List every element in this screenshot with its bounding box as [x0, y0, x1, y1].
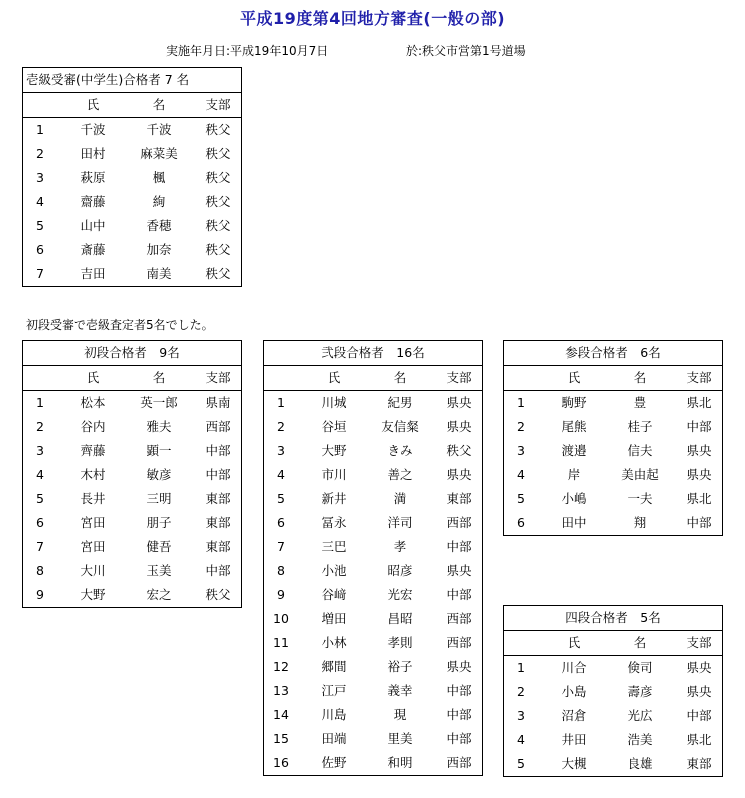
branch-name: 中部	[205, 443, 231, 458]
table-row	[264, 559, 482, 583]
branch-name: 中部	[446, 731, 472, 746]
family-name: 田中	[561, 515, 587, 530]
family-name: 川城	[321, 395, 347, 410]
column-header-given: 名	[633, 635, 647, 650]
branch-name: 中部	[446, 683, 472, 698]
given-name: 桂子	[627, 419, 653, 434]
given-name: 義幸	[387, 683, 413, 698]
family-name: 松本	[80, 395, 106, 410]
column-header-branch: 支部	[686, 635, 712, 650]
column-header-given: 名	[152, 97, 166, 112]
row-number: 6	[277, 515, 285, 530]
row-number: 15	[273, 731, 289, 746]
family-name: 千波	[80, 122, 106, 137]
table-caption: 壱級受審(中学生)合格者 7 名	[23, 68, 241, 93]
given-name: 孝則	[387, 635, 413, 650]
given-name: 孝	[393, 539, 407, 554]
table-header-row	[23, 366, 241, 391]
table-row	[504, 391, 722, 415]
table-row	[504, 728, 722, 752]
given-name: 一夫	[627, 491, 653, 506]
table-row	[504, 415, 722, 439]
branch-name: 秩父	[205, 587, 231, 602]
family-name: 吉田	[80, 266, 106, 281]
row-number: 11	[273, 635, 289, 650]
nidan-table	[263, 340, 483, 776]
page-title: 平成19度第4回地方審査(一般の部)	[239, 9, 506, 28]
family-name: 大野	[80, 587, 106, 602]
table-header-row	[23, 93, 241, 118]
column-header-branch: 支部	[446, 370, 472, 385]
family-name: 小林	[321, 635, 347, 650]
table-row	[264, 727, 482, 751]
family-name: 佐野	[321, 755, 347, 770]
given-name: 加奈	[146, 242, 172, 257]
row-number: 1	[517, 395, 525, 410]
table-caption: 弐段合格者 16名	[264, 341, 482, 366]
row-number: 1	[517, 660, 525, 675]
given-name: 光広	[627, 708, 653, 723]
table-row	[23, 511, 241, 535]
branch-name: 県央	[446, 395, 472, 410]
branch-name: 東部	[205, 515, 231, 530]
table-row	[504, 487, 722, 511]
row-number: 14	[273, 707, 289, 722]
column-header-family: 氏	[567, 370, 581, 385]
row-number: 9	[36, 587, 44, 602]
branch-name: 県央	[686, 660, 712, 675]
given-name: 玉美	[146, 563, 172, 578]
family-name: 増田	[321, 611, 347, 626]
branch-name: 県北	[686, 395, 712, 410]
family-name: 山中	[80, 218, 106, 233]
column-header-given: 名	[633, 370, 647, 385]
family-name: 小島	[561, 684, 587, 699]
branch-name: 東部	[446, 491, 472, 506]
table-row	[264, 607, 482, 631]
branch-name: 西部	[205, 419, 231, 434]
row-number: 7	[36, 539, 44, 554]
family-name: 谷垣	[321, 419, 347, 434]
given-name: 南美	[146, 266, 172, 281]
row-number: 13	[273, 683, 289, 698]
table-row	[504, 656, 722, 680]
branch-name: 中部	[446, 587, 472, 602]
row-number: 3	[36, 170, 44, 185]
given-name: 洋司	[387, 515, 413, 530]
row-number: 5	[277, 491, 285, 506]
family-name: 田端	[321, 731, 347, 746]
table-row	[264, 631, 482, 655]
row-number: 3	[36, 443, 44, 458]
row-number: 12	[273, 659, 289, 674]
table-header-row	[504, 366, 722, 391]
branch-name: 中部	[205, 467, 231, 482]
table-row	[264, 511, 482, 535]
family-name: 沼倉	[561, 708, 587, 723]
table-row	[23, 415, 241, 439]
column-header-family: 氏	[567, 635, 581, 650]
family-name: 冨永	[321, 515, 347, 530]
table-row	[504, 752, 722, 776]
given-name: 敏彦	[146, 467, 172, 482]
given-name: 和明	[387, 755, 413, 770]
branch-name: 中部	[686, 708, 712, 723]
column-header-family: 氏	[327, 370, 341, 385]
family-name: 谷﨑	[321, 587, 347, 602]
row-number: 9	[277, 587, 285, 602]
family-name: 谷内	[80, 419, 106, 434]
row-number: 3	[517, 443, 525, 458]
branch-name: 西部	[446, 635, 472, 650]
table-row	[264, 439, 482, 463]
branch-name: 秩父	[205, 242, 231, 257]
family-name: 宮田	[80, 515, 106, 530]
table-row	[23, 214, 241, 238]
table-header-row	[504, 631, 722, 656]
row-number: 4	[36, 194, 44, 209]
branch-name: 中部	[686, 419, 712, 434]
branch-name: 中部	[205, 563, 231, 578]
given-name: 朋子	[146, 515, 172, 530]
family-name: 川合	[561, 660, 587, 675]
table-row	[23, 439, 241, 463]
branch-name: 秩父	[205, 194, 231, 209]
table-row	[264, 751, 482, 775]
family-name: 駒野	[561, 395, 587, 410]
family-name: 齊藤	[80, 443, 106, 458]
branch-name: 西部	[446, 611, 472, 626]
table-row	[504, 680, 722, 704]
row-number: 2	[277, 419, 285, 434]
kyu-table	[22, 67, 242, 287]
given-name: 満	[393, 491, 407, 506]
given-name: 光宏	[387, 587, 413, 602]
given-name: 千波	[146, 122, 172, 137]
branch-name: 秩父	[205, 170, 231, 185]
family-name: 三巴	[321, 539, 347, 554]
branch-name: 県北	[686, 732, 712, 747]
table-row	[504, 463, 722, 487]
table-row	[23, 487, 241, 511]
branch-name: 県央	[686, 467, 712, 482]
family-name: 小嶋	[561, 491, 587, 506]
shodan-table	[22, 340, 242, 608]
family-name: 小池	[321, 563, 347, 578]
row-number: 2	[517, 419, 525, 434]
given-name: 美由起	[621, 467, 659, 482]
row-number: 5	[517, 756, 525, 771]
column-header-given: 名	[393, 370, 407, 385]
column-header-branch: 支部	[205, 97, 231, 112]
row-number: 10	[273, 611, 289, 626]
given-name: 翔	[633, 515, 647, 530]
yondan-table	[503, 605, 723, 777]
table-caption: 四段合格者 5名	[504, 606, 722, 631]
family-name: 郷間	[321, 659, 347, 674]
table-row	[264, 487, 482, 511]
row-number: 4	[36, 467, 44, 482]
family-name: 江戸	[321, 683, 347, 698]
family-name: 新井	[321, 491, 347, 506]
branch-name: 秩父	[205, 266, 231, 281]
given-name: 信夫	[627, 443, 653, 458]
column-header-family: 氏	[86, 97, 100, 112]
exam-date: 実施年月日:平成19年10月7日	[166, 44, 329, 58]
family-name: 尾熊	[561, 419, 587, 434]
family-name: 斎藤	[80, 242, 106, 257]
table-row	[264, 655, 482, 679]
note-text: 初段受審で壱級査定者5名でした。	[26, 318, 214, 332]
branch-name: 中部	[446, 539, 472, 554]
branch-name: 中部	[686, 515, 712, 530]
given-name: 裕子	[387, 659, 413, 674]
table-row	[264, 679, 482, 703]
table-row	[264, 463, 482, 487]
row-number: 2	[517, 684, 525, 699]
family-name: 川島	[321, 707, 347, 722]
row-number: 2	[36, 419, 44, 434]
branch-name: 県央	[446, 563, 472, 578]
given-name: 楓	[152, 170, 166, 185]
table-row	[264, 535, 482, 559]
family-name: 渡邉	[561, 443, 587, 458]
row-number: 6	[36, 515, 44, 530]
table-row	[23, 535, 241, 559]
table-row	[264, 415, 482, 439]
branch-name: 県央	[446, 467, 472, 482]
given-name: 現	[393, 707, 407, 722]
table-row	[23, 142, 241, 166]
family-name: 萩原	[80, 170, 106, 185]
given-name: 昭彦	[387, 563, 413, 578]
given-name: 絢	[152, 194, 166, 209]
given-name: 健吾	[146, 539, 172, 554]
row-number: 7	[277, 539, 285, 554]
given-name: 麻菜美	[140, 146, 178, 161]
given-name: 豊	[633, 395, 647, 410]
branch-name: 西部	[446, 515, 472, 530]
family-name: 大川	[80, 563, 106, 578]
table-row	[23, 262, 241, 286]
table-row	[23, 391, 241, 415]
exam-venue: 於:秩父市営第1号道場	[406, 44, 526, 58]
sandan-table	[503, 340, 723, 536]
table-row	[264, 583, 482, 607]
branch-name: 東部	[686, 756, 712, 771]
table-row	[504, 439, 722, 463]
branch-name: 秩父	[205, 218, 231, 233]
given-name: 里美	[387, 731, 413, 746]
given-name: 倹司	[627, 660, 653, 675]
family-name: 岸	[567, 467, 581, 482]
given-name: 紀男	[387, 395, 413, 410]
branch-name: 東部	[205, 491, 231, 506]
family-name: 大槻	[561, 756, 587, 771]
column-header-branch: 支部	[686, 370, 712, 385]
table-row	[23, 190, 241, 214]
column-header-family: 氏	[86, 370, 100, 385]
table-header-row	[264, 366, 482, 391]
branch-name: 県南	[205, 395, 231, 410]
row-number: 16	[273, 755, 289, 770]
branch-name: 県央	[446, 419, 472, 434]
table-row	[23, 238, 241, 262]
branch-name: 県北	[686, 491, 712, 506]
family-name: 宮田	[80, 539, 106, 554]
row-number: 1	[36, 395, 44, 410]
row-number: 3	[517, 708, 525, 723]
row-number: 1	[36, 122, 44, 137]
table-caption: 参段合格者 6名	[504, 341, 722, 366]
family-name: 長井	[80, 491, 106, 506]
row-number: 5	[517, 491, 525, 506]
branch-name: 県央	[446, 659, 472, 674]
given-name: 香穂	[146, 218, 172, 233]
row-number: 3	[277, 443, 285, 458]
row-number: 6	[36, 242, 44, 257]
branch-name: 秩父	[205, 122, 231, 137]
table-row	[23, 583, 241, 607]
given-name: 浩美	[627, 732, 653, 747]
family-name: 大野	[321, 443, 347, 458]
table-row	[23, 463, 241, 487]
table-row	[504, 704, 722, 728]
family-name: 田村	[80, 146, 106, 161]
row-number: 4	[517, 467, 525, 482]
given-name: 顕一	[146, 443, 172, 458]
branch-name: 中部	[446, 707, 472, 722]
branch-name: 東部	[205, 539, 231, 554]
row-number: 7	[36, 266, 44, 281]
row-number: 8	[36, 563, 44, 578]
table-row	[504, 511, 722, 535]
given-name: きみ	[387, 443, 413, 458]
row-number: 5	[36, 491, 44, 506]
family-name: 齋藤	[80, 194, 106, 209]
given-name: 善之	[387, 467, 413, 482]
family-name: 木村	[80, 467, 106, 482]
row-number: 1	[277, 395, 285, 410]
table-row	[264, 703, 482, 727]
given-name: 友信粲	[381, 419, 419, 434]
row-number: 4	[277, 467, 285, 482]
table-row	[23, 118, 241, 142]
given-name: 英一郎	[140, 395, 178, 410]
branch-name: 県央	[686, 443, 712, 458]
row-number: 6	[517, 515, 525, 530]
branch-name: 秩父	[205, 146, 231, 161]
given-name: 昌昭	[387, 611, 413, 626]
branch-name: 西部	[446, 755, 472, 770]
row-number: 5	[36, 218, 44, 233]
column-header-given: 名	[152, 370, 166, 385]
row-number: 2	[36, 146, 44, 161]
branch-name: 県央	[686, 684, 712, 699]
family-name: 市川	[321, 467, 347, 482]
branch-name: 秩父	[446, 443, 472, 458]
given-name: 三明	[146, 491, 172, 506]
row-number: 4	[517, 732, 525, 747]
family-name: 井田	[561, 732, 587, 747]
given-name: 雅夫	[146, 419, 172, 434]
table-row	[23, 559, 241, 583]
given-name: 壽彦	[627, 684, 653, 699]
given-name: 宏之	[146, 587, 172, 602]
given-name: 良雄	[627, 756, 653, 771]
table-row	[23, 166, 241, 190]
table-caption: 初段合格者 9名	[23, 341, 241, 366]
table-row	[264, 391, 482, 415]
row-number: 8	[277, 563, 285, 578]
column-header-branch: 支部	[205, 370, 231, 385]
